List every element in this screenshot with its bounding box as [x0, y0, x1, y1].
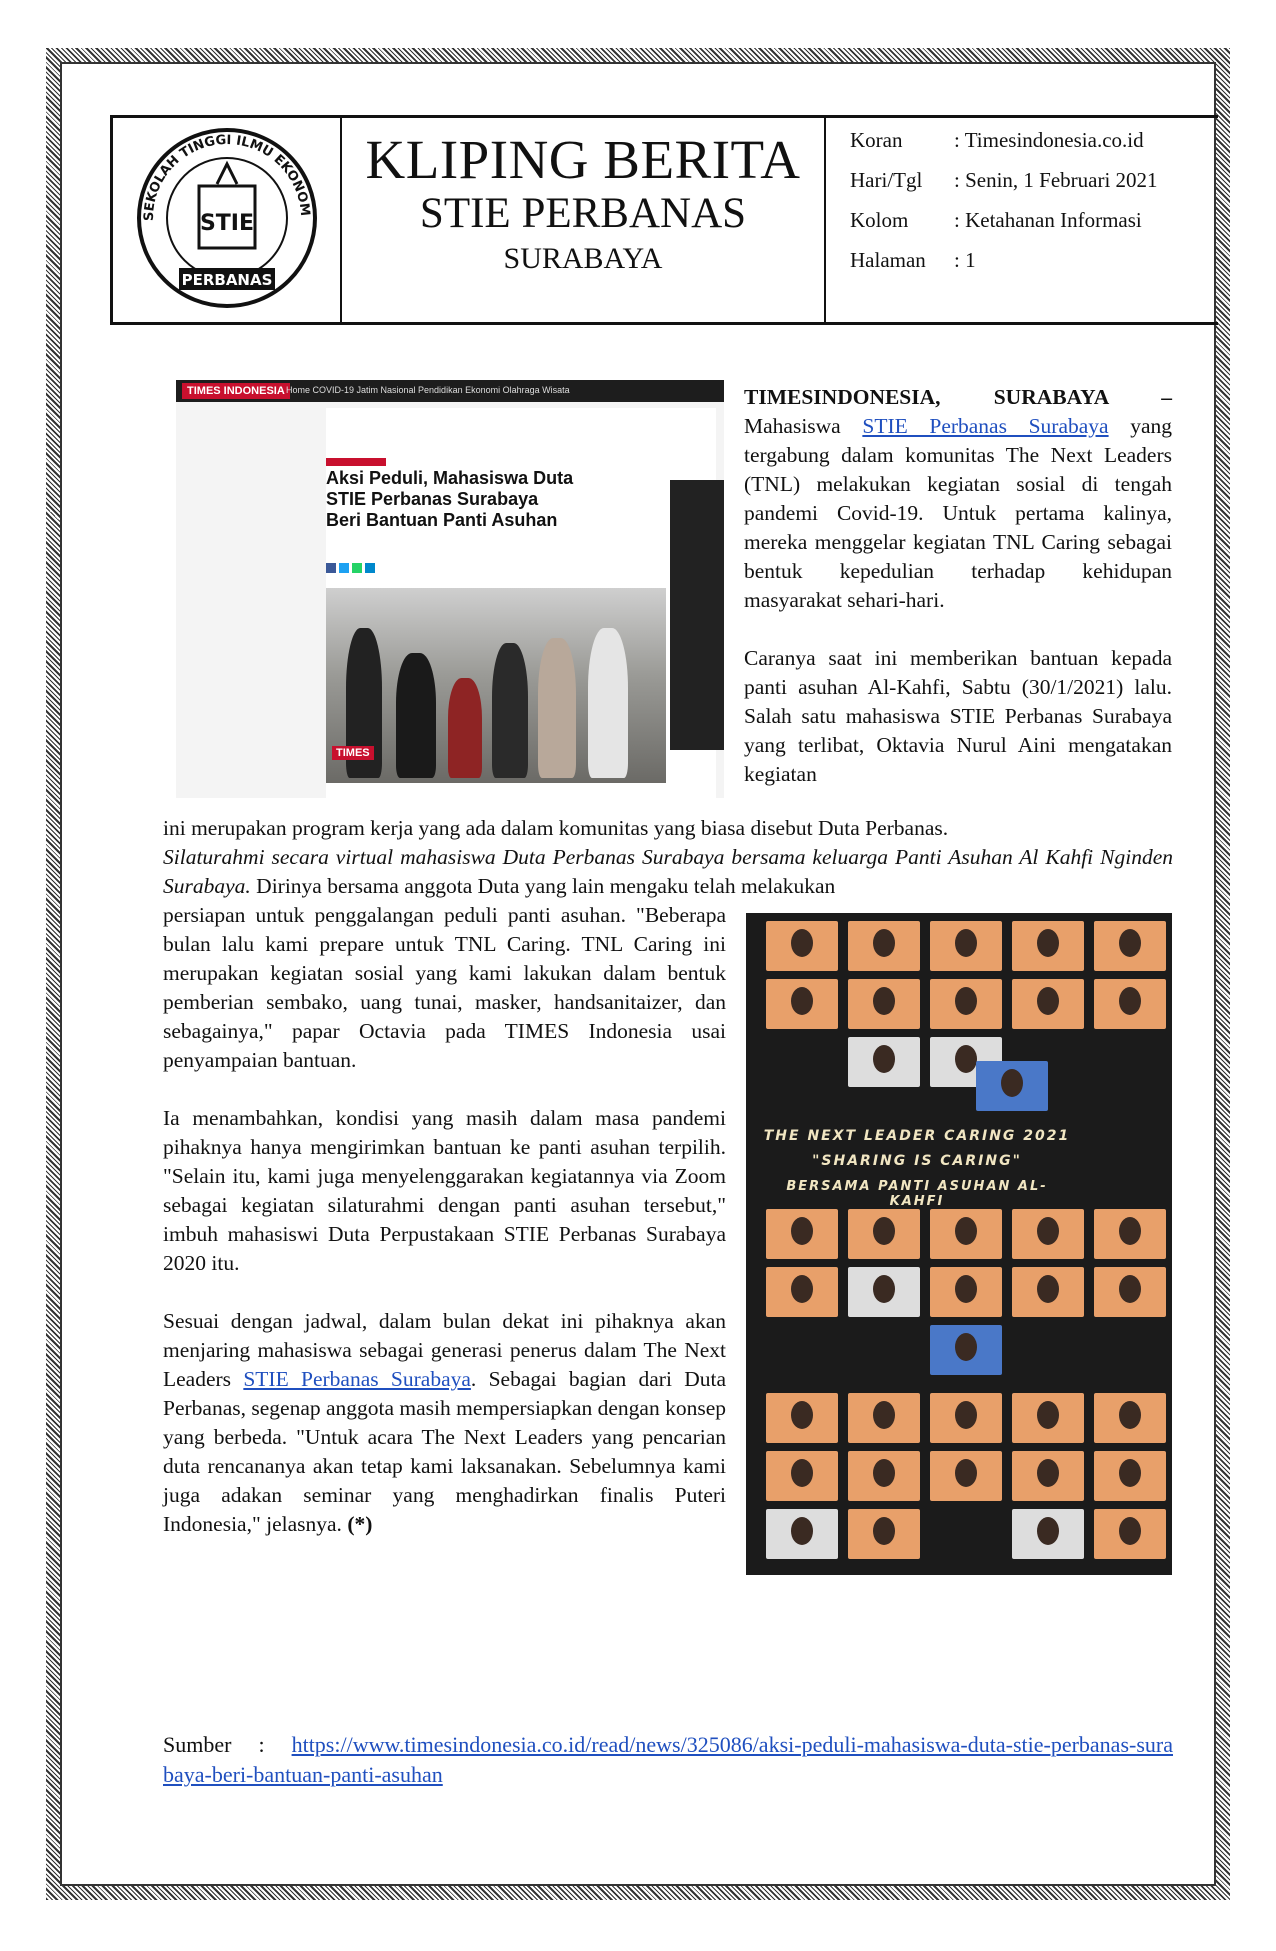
- logo-text-top: SEKOLAH TINGGI ILMU EKONOM: [141, 132, 313, 222]
- title-cell: [342, 118, 826, 322]
- paragraph-5: [163, 1307, 726, 1539]
- paragraph-5-post: . Sebagai bagian dari Duta Perbanas, segenap anggota masih mempersiapkan dengan konsep yang berbeda. "Untuk acara The Next Leaders yang pencarian duta rencananya akan tetap kami laksanakan. Sebelumnya kami juga adakan seminar yang menghadirkan finalis Puteri Indonesia," jelasnya.: [163, 1367, 727, 1536]
- article-end-mark: (*): [347, 1512, 373, 1536]
- paragraph-1-pre: Mahasiswa: [744, 414, 841, 438]
- source-separator: :: [258, 1732, 265, 1757]
- paragraph-2-end: ini merupakan program kerja yang ada dalam komunitas yang biasa disebut Duta Perbanas.: [163, 816, 949, 840]
- article-left-column: [163, 901, 726, 1539]
- meta-row-hari: [850, 168, 1158, 198]
- meta-key: Hari/Tgl: [850, 168, 923, 192]
- meta-row-halaman: [850, 248, 976, 278]
- paragraph-4: Ia menambahkan, kondisi yang masih dalam masa pandemi pihaknya hanya mengirimkan bantuan ke panti asuhan terpilih. "Selain itu, kami juga menyelenggarakan kegiatannya via Zoom sebagai kegiatan silaturahmi dengan panti asuhan tersebut," imbuh mahasiswi Duta Perpustakaan STIE Perbanas Surabaya 2020 itu.: [163, 1106, 726, 1275]
- zoom-banner-line-2: "SHARING IS CARING": [812, 1153, 1022, 1169]
- paragraph-3: persiapan untuk penggalangan peduli panti asuhan. "Beberapa bulan lalu kami prepare untuk TNL Caring. TNL Caring ini merupakan kegiatan sosial yang kami lakukan dalam bentuk pemberian sembako, uang tunai, masker, handsanitaizer, dan sebagainya," papar Octavia pada TIMES Indonesia usai penyampaian bantuan.: [163, 903, 726, 1072]
- stie-perbanas-logo: [113, 118, 342, 322]
- logo-text-bottom: PERBANAS: [181, 271, 273, 289]
- clipping-header: [110, 115, 1218, 325]
- times-indonesia-logo: TIMES INDONESIA: [182, 383, 290, 399]
- photo-caption: Silaturahmi secara virtual mahasiswa Duta Perbanas Surabaya bersama keluarga Panti Asuhan Al Kahfi Nginden Surabaya.: [163, 845, 1173, 898]
- paragraph-2-right: Caranya saat ini memberikan bantuan kepada panti asuhan Al-Kahfi, Sabtu (30/1/2021) lalu. Salah satu mahasiswa STIE Perbanas Surabaya yang terlibat, Oktavia Nurul Aini mengatakan kegiatan: [744, 646, 1172, 786]
- zoom-meeting-image: [746, 913, 1172, 1575]
- zoom-banner-line-1: THE NEXT LEADER CARING 2021: [763, 1128, 1071, 1144]
- meta-key: Halaman: [850, 248, 926, 272]
- paragraph-3-start: Dirinya bersama anggota Duta yang lain mengaku telah melakukan: [256, 874, 836, 898]
- meta-key: Kolom: [850, 208, 909, 232]
- article-headline: Aksi Peduli, Mahasiswa Duta STIE Perbanas Surabaya Beri Bantuan Panti Asuhan: [326, 468, 574, 530]
- svg-text:SEKOLAH TINGGI ILMU EKONOMI: [113, 118, 312, 221]
- meta-value: : Ketahanan Informasi: [954, 208, 1142, 232]
- category-tag: [326, 458, 386, 466]
- article-full-width-lines: [163, 814, 1173, 901]
- title-surabaya: SURABAYA: [503, 242, 663, 275]
- logo-cell: [113, 118, 342, 322]
- share-icons: [326, 560, 406, 570]
- source-url-link[interactable]: https://www.timesindonesia.co.id/read/news/325086/aksi-peduli-mahasiswa-duta-stie-perbanas-surabaya-beri-bantuan-panti-asuhan: [163, 1732, 1173, 1787]
- dateline: TIMESINDONESIA, SURABAYA –: [744, 385, 1172, 409]
- paragraph-1-post: yang tergabung dalam komunitas The Next Leaders (TNL) melakukan kegiatan sosial di tengah pandemi Covid-19. Untuk pertama kalinya, mereka menggelar kegiatan TNL Caring sebagai bentuk kepedulian terhadap kehidupan masyarakat sehari-hari.: [744, 414, 1173, 612]
- logo-mark: STIE: [199, 211, 255, 236]
- zoom-banner-line-3: BERSAMA PANTI ASUHAN AL-KAHFI: [786, 1179, 1048, 1209]
- site-nav: Home COVID-19 Jatim Nasional Pendidikan Ekonomi Olahraga Wisata: [286, 385, 570, 395]
- meta-row-kolom: [850, 208, 1142, 238]
- meta-value: : Senin, 1 Februari 2021: [954, 168, 1158, 192]
- meta-row-koran: [850, 128, 1144, 158]
- title-kliping-berita: KLIPING BERITA: [365, 129, 801, 190]
- sidebar-thumbnails: [670, 480, 724, 750]
- meta-value: : Timesindonesia.co.id: [954, 128, 1144, 152]
- article-photo: [326, 588, 666, 783]
- title-stie-perbanas: STIE PERBANAS: [419, 190, 747, 237]
- meta-value: : 1: [954, 248, 976, 272]
- site-header-bar: [176, 380, 724, 402]
- stie-perbanas-link-2[interactable]: STIE Perbanas Surabaya: [243, 1367, 471, 1391]
- meta-cell: [826, 118, 1221, 322]
- times-watermark: TIMES: [332, 746, 374, 760]
- stie-perbanas-link-1[interactable]: STIE Perbanas Surabaya: [862, 414, 1109, 438]
- paragraph-5-pre: Sesuai dengan jadwal, dalam bulan dekat ini pihaknya akan menjaring mahasiswa sebagai generasi penerus dalam The Next Leaders: [163, 1309, 726, 1391]
- meta-key: Koran: [850, 128, 903, 152]
- article-right-column: [744, 383, 1172, 789]
- news-screenshot-image: [176, 380, 724, 798]
- source-label: Sumber: [163, 1732, 232, 1757]
- source-line: [163, 1730, 1173, 1790]
